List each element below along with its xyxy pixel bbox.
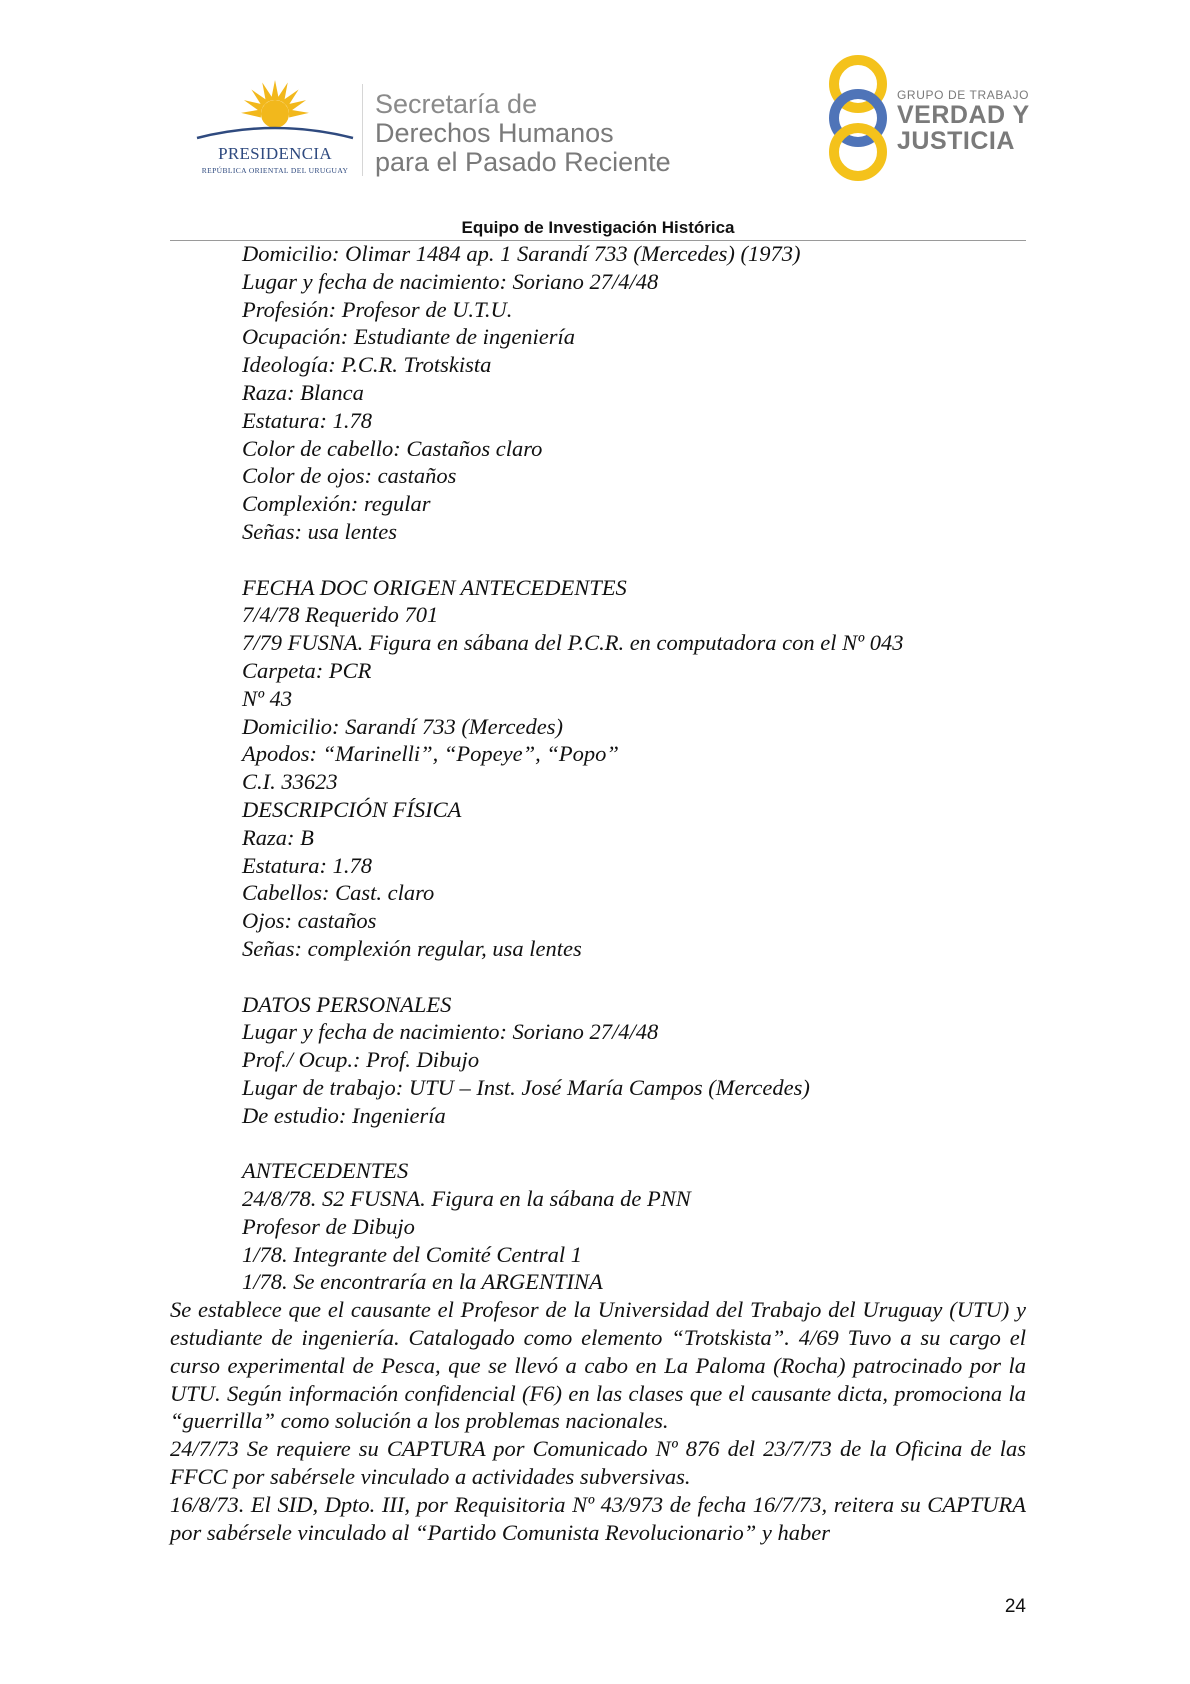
record-line: Señas: usa lentes	[242, 518, 397, 544]
verdad-justicia-rings-icon	[818, 54, 898, 182]
section-heading: DESCRIPCIÓN FÍSICA	[242, 796, 462, 822]
grupo-line-1: GRUPO DE TRABAJO	[897, 88, 1030, 102]
spacer	[170, 963, 1026, 991]
record-section-1	[170, 240, 1026, 546]
record-line: Carpeta: PCR	[242, 657, 372, 683]
record-line: C.I. 33623	[242, 769, 338, 795]
record-line: 1/78. Se encontraría en la ARGENTINA	[242, 1269, 603, 1295]
record-line: Domicilio: Olimar 1484 ap. 1 Sarandí 733 (Mercedes) (1973)	[242, 241, 801, 266]
team-title: Equipo de Investigación Histórica	[461, 218, 735, 237]
section-heading: FECHA DOC ORIGEN ANTECEDENTES	[242, 574, 627, 600]
secretaria-line-3: para el Pasado Reciente	[375, 147, 671, 177]
presidencia-logo	[195, 78, 355, 178]
record-line: Complexión: regular	[242, 491, 431, 517]
record-line: Color de cabello: Castaños claro	[242, 435, 543, 461]
record-section-4	[170, 1157, 1026, 1296]
record-line: Ideología: P.C.R. Trotskista	[242, 352, 492, 378]
record-line: Raza: Blanca	[242, 379, 364, 405]
record-line: Lugar y fecha de nacimiento: Soriano 27/4/48	[242, 268, 659, 294]
record-line: Raza: B	[242, 824, 314, 850]
secretaria-line-1: Secretaría de	[375, 89, 538, 119]
record-line: Color de ojos: castaños	[242, 463, 457, 489]
presidencia-title: PRESIDENCIA	[218, 144, 332, 163]
record-line: Profesión: Profesor de U.T.U.	[242, 296, 513, 322]
secretaria-logo-text	[375, 90, 671, 177]
page-header	[0, 0, 1190, 237]
record-line: Lugar y fecha de nacimiento: Soriano 27/4/48	[242, 1019, 659, 1045]
grupo-trabajo-text	[897, 88, 1030, 154]
spacer	[170, 1130, 1026, 1158]
record-line: 7/79 FUSNA. Figura en sábana del P.C.R. en computadora con el Nº 043	[242, 630, 904, 656]
page-number: 24	[1004, 1596, 1026, 1617]
record-line: Domicilio: Sarandí 733 (Mercedes)	[242, 713, 563, 739]
grupo-line-2: VERDAD Y	[897, 101, 1030, 129]
document-body	[170, 240, 1026, 1546]
record-line: 1/78. Integrante del Comité Central 1	[242, 1241, 582, 1267]
body-paragraph: 16/8/73. El SID, Dpto. III, por Requisitoria Nº 43/973 de fecha 16/7/73, reitera su CAPTURA por sabérsele vinculado al “Partido Comunista Revolucionario” y haber	[170, 1491, 1026, 1545]
record-line: Profesor de Dibujo	[242, 1213, 415, 1239]
presidencia-subtitle: REPÚBLICA ORIENTAL DEL URUGUAY	[201, 166, 349, 175]
spacer	[170, 546, 1026, 574]
record-line: 7/4/78 Requerido 701	[242, 602, 439, 628]
grupo-line-3: JUSTICIA	[897, 127, 1015, 155]
record-line: Estatura: 1.78	[242, 407, 373, 433]
record-line: Lugar de trabajo: UTU – Inst. José María Campos (Mercedes)	[242, 1074, 810, 1100]
section-heading: DATOS PERSONALES	[242, 991, 452, 1017]
logo-divider	[362, 84, 363, 176]
record-line: Señas: complexión regular, usa lentes	[242, 935, 582, 961]
secretaria-line-2: Derechos Humanos	[375, 118, 614, 148]
record-line: Ocupación: Estudiante de ingeniería	[242, 324, 576, 350]
record-line: Ojos: castaños	[242, 908, 377, 934]
record-line: Cabellos: Cast. claro	[242, 880, 435, 906]
sun-emblem-icon	[195, 78, 355, 144]
record-line: Estatura: 1.78	[242, 852, 373, 878]
body-paragraph: Se establece que el causante el Profesor de la Universidad del Trabajo del Uruguay (UTU) y estudiante de ingeniería. Catalogado como elemento “Trotskista”. 4/69 Tuvo a su cargo el curso experimental de Pesca, que se llevó a cabo en La Paloma (Rocha) patrocinado por la UTU. Según información confidencial (F6) en las clases que el causante dicta, promociona la “guerrilla” como solución a los problemas nacionales.	[170, 1297, 1026, 1434]
record-section-3	[170, 991, 1026, 1130]
section-heading: ANTECEDENTES	[242, 1158, 409, 1184]
record-line: De estudio: Ingeniería	[242, 1102, 446, 1128]
record-line: Nº 43	[242, 685, 293, 711]
record-line: Prof./ Ocup.: Prof. Dibujo	[242, 1047, 480, 1073]
record-line: Apodos: “Marinelli”, “Popeye”, “Popo”	[242, 741, 619, 767]
body-paragraph: 24/7/73 Se requiere su CAPTURA por Comunicado Nº 876 del 23/7/73 de la Oficina de las FFCC por sabérsele vinculado a actividades subversivas.	[170, 1436, 1026, 1490]
record-line: 24/8/78. S2 FUSNA. Figura en la sábana de PNN	[242, 1186, 691, 1212]
record-section-2	[170, 574, 1026, 963]
